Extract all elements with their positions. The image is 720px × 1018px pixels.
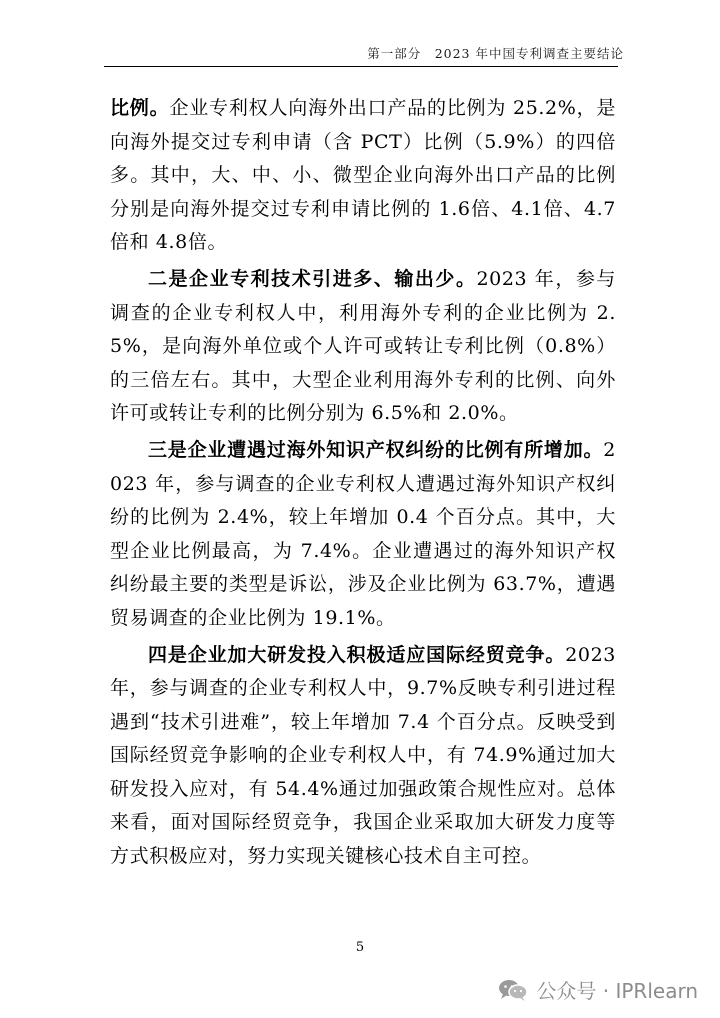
watermark <box>498 975 698 1004</box>
running-header: 第一部分 2023 年中国专利调查主要结论 <box>367 46 624 61</box>
paragraph-4 <box>110 639 616 874</box>
page-number: 5 <box>355 940 365 955</box>
paragraph-3 <box>110 434 616 636</box>
header-divider <box>104 66 618 67</box>
paragraph-2-lead: 二是企业专利技术引进多、输出少。 <box>148 267 477 290</box>
wechat-icon <box>498 978 528 1002</box>
watermark-text: 公众号 · IPRlearn <box>536 979 698 1003</box>
paragraph-1-text: 企业专利权人向海外出口产品的比例为 25.2%，是向海外提交过专利申请（含 PCT）比例（5.9%）的四倍多。其中，大、中、小、微型企业向海外出口产品的比例分别是向海外提交过专利申请比例的 1.6倍、4.1倍、4.7倍和 4.8倍。 <box>110 97 616 254</box>
body-text <box>110 92 616 877</box>
paragraph-3-lead: 三是企业遭遇过海外知识产权纠纷的比例有所增加。 <box>148 438 604 461</box>
paragraph-2-text: 2023 年，参与调查的企业专利权人中，利用海外专利的企业比例为 2.5%，是向海外单位或个人许可或转让专利比例（0.8%）的三倍左右。其中，大型企业利用海外专利的比例、向外许可或转让专利的比例分别为 6.5%和 2.0%。 <box>110 267 616 425</box>
paragraph-1 <box>110 92 616 260</box>
paragraph-2 <box>110 263 616 431</box>
paragraph-4-lead: 四是企业加大研发投入积极适应国际经贸竞争。 <box>148 643 566 666</box>
paragraph-3-text: 2023 年，参与调查的企业专利权人遭遇过海外知识产权纠纷的比例为 2.4%，较上年增加 0.4 个百分点。其中，大型企业比例最高，为 7.4%。企业遭遇过的海外知识产权纠纷最主要的类型是诉讼，涉及企业比例为 63.7%，遭遇贸易调查的企业比例为 19.1%。 <box>110 438 616 629</box>
paragraph-4-text: 2023 年，参与调查的企业专利权人中，9.7%反映专利引进过程遇到“技术引进难”，较上年增加 7.4 个百分点。反映受到国际经贸竞争影响的企业专利权人中，有 74.9%通过加大研发投入应对，有 54.4%通过加强政策合规性应对。总体来看，面对国际经贸竞争，我国企业采取加大研发力度等方式积极应对，努力实现关键核心技术自主可控。 <box>110 643 616 868</box>
paragraph-1-lead: 比例。 <box>110 97 170 119</box>
